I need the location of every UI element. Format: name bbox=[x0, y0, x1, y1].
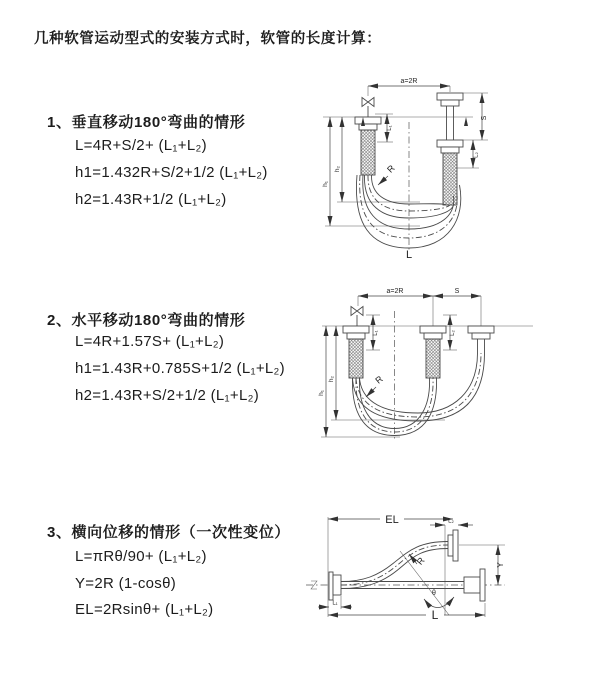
dim-label-el: EL bbox=[385, 514, 399, 526]
formula-el-3: EL=2Rsinθ+ (L₁+L₂) bbox=[75, 601, 214, 618]
dim-label-l2: L₂ bbox=[450, 330, 456, 336]
formula-l-3: L=πRθ/90+ (L₁+L₂) bbox=[75, 548, 207, 565]
dim-label-r: R bbox=[385, 163, 397, 175]
dim-label-l2: L₂ bbox=[448, 518, 454, 525]
middle-pipe-fitting bbox=[420, 326, 446, 378]
left-flange bbox=[329, 572, 341, 600]
dim-label-l-total: L bbox=[431, 608, 439, 622]
dim-label-l-total: L bbox=[405, 249, 413, 261]
diagram-lateral-displacement bbox=[300, 503, 600, 648]
angle-theta bbox=[424, 590, 454, 608]
right-pipe-fitting bbox=[437, 93, 468, 205]
dim-label-l2: L₂ bbox=[473, 152, 480, 158]
flow-arrow-right bbox=[464, 117, 468, 126]
valve-icon bbox=[362, 98, 374, 118]
dim-label-h1: h₁ bbox=[322, 181, 329, 187]
diagram-vertical-180-bend bbox=[315, 72, 590, 262]
dim-label-a2r: a=2R bbox=[400, 78, 418, 85]
dim-l2 bbox=[430, 519, 473, 526]
section-2-heading: 2、水平移动180°弯曲的情形 bbox=[47, 312, 246, 329]
formula-y-3: Y=2R (1-cosθ) bbox=[75, 575, 177, 592]
dim-label-s: S bbox=[454, 288, 460, 295]
dim-label-l1: L₁ bbox=[332, 600, 338, 607]
dim-label-l1: L₁ bbox=[387, 125, 393, 131]
radius-callout bbox=[378, 163, 397, 185]
dim-label-a2r: a=2R bbox=[386, 288, 404, 295]
dim-label-r: R bbox=[373, 373, 385, 386]
dim-label-h2: h₂ bbox=[328, 375, 335, 383]
dim-label-theta: θ bbox=[432, 590, 436, 597]
formula-h2-1: h2=1.43R+1/2 (L₁+L₂) bbox=[75, 191, 227, 208]
valve-icon bbox=[351, 307, 363, 327]
dim-l1 bbox=[318, 596, 352, 609]
section-1-heading: 1、垂直移动180°弯曲的情形 bbox=[47, 114, 246, 131]
dim-l bbox=[328, 600, 485, 622]
dim-s bbox=[463, 93, 488, 140]
dim-label-h2: h₂ bbox=[334, 165, 341, 173]
hose-far-position bbox=[353, 353, 485, 421]
formula-l-1: L=4R+S/2+ (L₁+L₂) bbox=[75, 137, 207, 154]
right-pipe-fitting bbox=[468, 326, 494, 353]
dim-label-l1: L₁ bbox=[373, 330, 379, 336]
dim-a2r bbox=[358, 288, 481, 326]
formula-h1-2: h1=1.43R+0.785S+1/2 (L₁+L₂) bbox=[75, 360, 285, 377]
formula-h2-2: h2=1.43R+S/2+1/2 (L₁+L₂) bbox=[75, 387, 260, 404]
left-pipe-fitting bbox=[355, 117, 381, 175]
dim-label-h1: h₁ bbox=[318, 390, 325, 396]
formula-h1-1: h1=1.432R+S/2+1/2 (L₁+L₂) bbox=[75, 164, 268, 181]
displaced-end-flange bbox=[448, 530, 458, 561]
dim-label-y: Y bbox=[496, 562, 505, 568]
radius-callout bbox=[400, 551, 449, 615]
dim-label-r: R bbox=[414, 555, 427, 567]
diagram-horizontal-180-bend bbox=[310, 283, 600, 448]
dim-label-s: S bbox=[481, 115, 488, 121]
left-pipe-fitting bbox=[343, 326, 369, 378]
right-flange bbox=[464, 569, 485, 601]
page-title: 几种软管运动型式的安装方式时，软管的长度计算： bbox=[34, 31, 382, 47]
formula-l-2: L=4R+1.57S+ (L₁+L₂) bbox=[75, 333, 225, 350]
radius-callout bbox=[366, 373, 385, 397]
section-3-heading: 3、横向位移的情形（一次性变位） bbox=[47, 524, 290, 541]
